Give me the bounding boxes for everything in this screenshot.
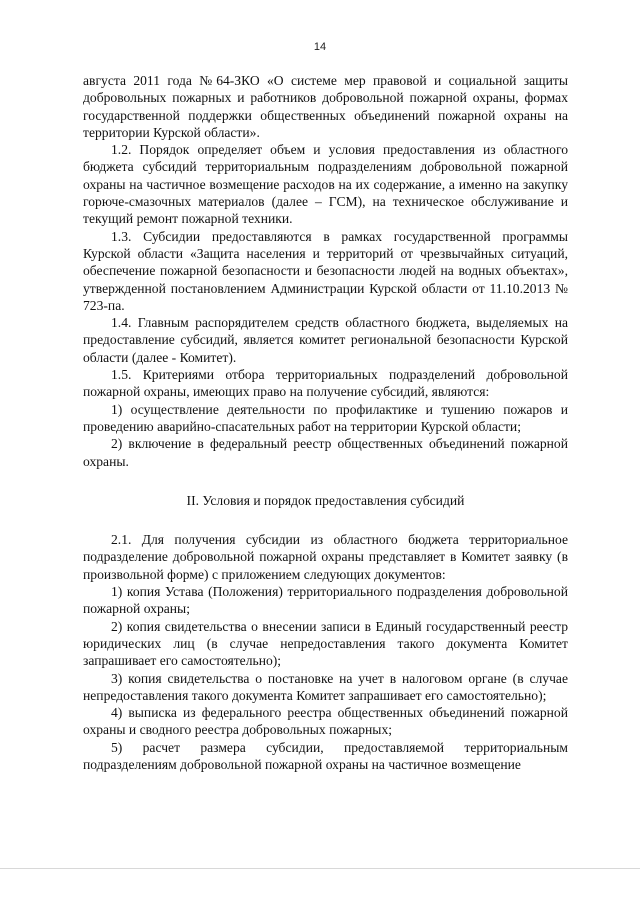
page-bottom-edge <box>0 868 640 869</box>
section-two-body <box>83 531 568 773</box>
paragraph: 1) копия Устава (Положения) территориального подразделения добровольной пожарной охраны; <box>83 584 568 617</box>
paragraph: 2) включение в федеральный реестр общественных объединений пожарной охраны. <box>83 436 568 469</box>
page-number: 14 <box>313 41 327 53</box>
paragraph: 1.3. Субсидии предоставляются в рамках государственной программы Курской области «Защита населения и территорий от чрезвычайных ситуаций, обеспечение пожарной безопасности и безопасности людей на водных объектах», утвержденной постановлением Администрации Курской области от 11.10.2013 № 723-па. <box>83 228 568 313</box>
paragraph: 2) копия свидетельства о внесении записи в Единый государственный реестр юридических лиц (в случае непредоставления такого документа Комитет запрашивает его самостоятельно); <box>83 618 568 669</box>
paragraph: 5) расчет размера субсидии, предоставляемой территориальным подразделениям добровольной пожарной охраны на частичное возмещение <box>83 739 568 772</box>
paragraph: 2.1. Для получения субсидии из областного бюджета территориальное подразделение добровольной пожарной охраны представляет в Комитет заявку (в произвольной форме) с приложением следующих документов: <box>83 532 568 582</box>
section-one-continuation <box>83 72 568 470</box>
paragraph: 3) копия свидетельства о постановке на учет в налоговом органе (в случае непредоставления такого документа Комитет запрашивает его самостоятельно); <box>83 670 568 703</box>
paragraph: 4) выписка из федерального реестра общественных объединений пожарной охраны и сводного реестра добровольных пожарных; <box>83 705 568 738</box>
spacer <box>83 509 568 531</box>
document-body <box>83 72 568 773</box>
paragraph: 1.5. Критериями отбора территориальных подразделений добровольной пожарной охраны, имеющих право на получение субсидий, являются: <box>83 367 568 400</box>
spacer <box>83 470 568 492</box>
section-heading: II. Условия и порядок предоставления субсидий <box>186 492 465 508</box>
paragraph: августа 2011 года №64-ЗКО «О системе мер правовой и социальной защиты добровольных пожарных и работников добровольной пожарной охраны, формах государственной поддержки общественных объединений пожарной охраны на территории Курской области». <box>83 73 568 140</box>
paragraph: 1.2. Порядок определяет объем и условия предоставления из областного бюджета субсидий территориальным подразделениям добровольной пожарной охраны на частичное возмещение расходов на их содержание, а именно на закупку горюче-смазочных материалов (далее – ГСМ), на техническое обслуживание и текущий ремонт пожарной техники. <box>83 142 568 227</box>
paragraph: 1) осуществление деятельности по профилактике и тушению пожаров и проведению аварийно-спасательных работ на территории Курской области; <box>83 401 568 434</box>
paragraph: 1.4. Главным распорядителем средств областного бюджета, выделяемых на предоставление субсидий, является комитет региональной безопасности Курской области (далее - Комитет). <box>83 315 568 365</box>
